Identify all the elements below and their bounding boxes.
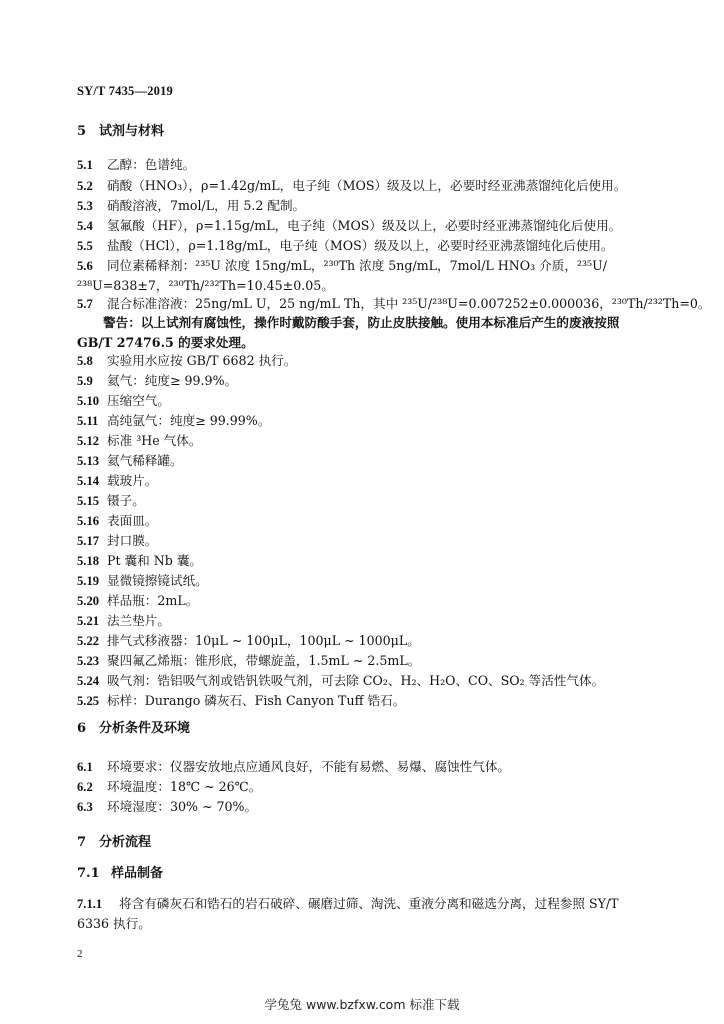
item-text: 标样：Durango 磷灰石、Fish Canyon Tuff 锆石。 xyxy=(107,693,406,708)
item-text: 氦气：纯度≥ 99.9%。 xyxy=(107,373,238,388)
standard-code: SY/T 7435—2019 xyxy=(77,84,173,98)
list-item xyxy=(77,256,652,295)
item-number: 5.4 xyxy=(77,219,93,233)
item-number: 6.3 xyxy=(77,800,93,814)
subsection-title: 样品制备 xyxy=(111,866,164,881)
list-item xyxy=(77,531,652,551)
list-item xyxy=(77,351,652,371)
item-text: 高纯氩气：纯度≥ 99.99%。 xyxy=(107,413,271,428)
item-text: 氦气稀释罐。 xyxy=(107,453,183,468)
item-number: 5.11 xyxy=(77,414,99,428)
item-text: 实验用水应按 GB/T 6682 执行。 xyxy=(107,353,297,368)
section-title: 分析条件及环境 xyxy=(99,721,191,736)
item-number: 5.2 xyxy=(77,179,93,193)
item-text: 环境要求：仪器安放地点应通风良好，不能有易燃、易爆、腐蚀性气体。 xyxy=(107,759,510,774)
item-number: 5.17 xyxy=(77,534,100,548)
item-number: 5.10 xyxy=(77,394,100,408)
list-item xyxy=(77,511,652,531)
item-number: 5.22 xyxy=(77,634,100,648)
list-item xyxy=(77,551,652,571)
item-number: 5.6 xyxy=(77,259,93,273)
item-text: 标准 ³He 气体。 xyxy=(107,433,202,448)
list-item xyxy=(77,631,652,651)
item-number: 5.21 xyxy=(77,614,100,628)
list-item xyxy=(77,894,652,933)
item-text: 显微镜擦镜试纸。 xyxy=(107,573,208,588)
section-number: 7 xyxy=(77,835,87,850)
section-6-heading xyxy=(77,717,190,736)
item-number: 6.2 xyxy=(77,780,93,794)
item-number: 5.18 xyxy=(77,554,100,568)
item-text: 表面皿。 xyxy=(107,513,158,528)
item-number: 5.13 xyxy=(77,454,100,468)
item-number: 5.3 xyxy=(77,199,93,213)
item-number: 6.1 xyxy=(77,760,93,774)
item-number: 5.24 xyxy=(77,674,100,688)
list-item xyxy=(77,236,652,256)
list-item xyxy=(77,371,652,391)
section-number: 5 xyxy=(77,124,87,139)
item-number: 5.7 xyxy=(77,297,93,311)
item-number: 5.23 xyxy=(77,654,100,668)
list-item xyxy=(77,216,652,236)
item-number: 5.14 xyxy=(77,474,100,488)
item-text: 混合标准溶液：25ng/mL U，25 ng/mL Th，其中 ²³⁵U/²³⁸U=0.007252±0.000036，²³⁰Th/²³²Th=0。 xyxy=(107,296,711,311)
item-text: 排气式移液器：10μL ~ 100μL，100μL ~ 1000μL。 xyxy=(107,633,420,648)
item-text: 载玻片。 xyxy=(107,473,158,488)
list-item xyxy=(77,176,652,196)
list-item xyxy=(77,411,652,431)
item-text: 吸气剂：锆铝吸气剂或锆钒铁吸气剂，可去除 CO₂、H₂、H₂O、CO、SO₂ 等活性气体。 xyxy=(107,673,605,688)
item-text: 盐酸（HCl），ρ=1.18g/mL，电子纯（MOS）级及以上，必要时经亚沸蒸馏纯化后使用。 xyxy=(107,238,614,253)
item-text: 将含有磷灰石和锆石的岩石破碎、碾磨过筛、淘洗、重液分离和磁选分离，过程参照 SY/T 6336 执行。 xyxy=(77,896,619,931)
list-item xyxy=(77,294,711,314)
list-item xyxy=(77,651,652,671)
item-number: 5.16 xyxy=(77,514,100,528)
item-text: 乙醇：色谱纯。 xyxy=(107,157,196,172)
warning-note: 警告：以上试剂有腐蚀性，操作时戴防酸手套，防止皮肤接触。使用本标准后产生的废液按照 GB/T 27476.5 的要求处理。 xyxy=(77,315,620,350)
section-title: 分析流程 xyxy=(99,835,152,850)
list-item xyxy=(77,196,652,216)
item-text: 氢氟酸（HF），ρ=1.15g/mL，电子纯（MOS）级及以上，必要时经亚沸蒸馏纯化后使用。 xyxy=(107,218,622,233)
list-item xyxy=(77,431,652,451)
item-text: Pt 囊和 Nb 囊。 xyxy=(107,553,203,568)
item-text: 压缩空气。 xyxy=(107,393,170,408)
subsection-number: 7.1 xyxy=(77,866,100,881)
item-number: 5.12 xyxy=(77,434,100,448)
item-text: 样品瓶：2mL。 xyxy=(107,593,199,608)
list-item xyxy=(77,451,652,471)
footer-watermark: 学兔兔 www.bzfxw.com 标准下载 xyxy=(264,997,460,1012)
item-text: 封口膜。 xyxy=(107,533,158,548)
item-text: 聚四氟乙烯瓶：锥形底，带螺旋盖，1.5mL ~ 2.5mL。 xyxy=(107,653,421,668)
item-number: 5.8 xyxy=(77,354,93,368)
item-number: 5.9 xyxy=(77,374,93,388)
list-item xyxy=(77,155,652,175)
list-item xyxy=(77,671,652,691)
list-item xyxy=(77,611,652,631)
item-number: 5.19 xyxy=(77,574,100,588)
item-text: 镊子。 xyxy=(107,493,145,508)
item-text: 环境湿度：30% ~ 70%。 xyxy=(107,799,258,814)
section-7-heading xyxy=(77,831,151,850)
item-number: 5.5 xyxy=(77,239,93,253)
subsection-heading xyxy=(77,862,163,881)
item-number: 5.20 xyxy=(77,594,100,608)
item-number: 5.15 xyxy=(77,494,100,508)
list-item xyxy=(77,571,652,591)
item-text: 法兰垫片。 xyxy=(107,613,170,628)
item-text: 硝酸（HNO₃），ρ=1.42g/mL，电子纯（MOS）级及以上，必要时经亚沸蒸馏纯化后使用。 xyxy=(107,178,627,193)
list-item xyxy=(77,591,652,611)
list-item xyxy=(77,777,652,797)
item-text: 同位素稀释剂：²³⁵U 浓度 15ng/mL，²³⁰Th 浓度 5ng/mL，7mol/L HNO₃ 介质，²³⁵U/²³⁸U=838±7，²³⁰Th/²³²Th=10.45±0.05。 xyxy=(77,258,607,293)
item-number: 7.1.1 xyxy=(77,897,103,911)
list-item xyxy=(77,391,652,411)
item-number: 5.25 xyxy=(77,694,100,708)
item-text: 硝酸溶液，7mol/L，用 5.2 配制。 xyxy=(107,198,306,213)
list-item xyxy=(77,757,652,777)
item-number: 5.1 xyxy=(77,158,93,172)
list-item xyxy=(77,691,652,711)
list-item xyxy=(77,491,652,511)
section-5-heading xyxy=(77,120,164,139)
section-title: 试剂与材料 xyxy=(99,124,165,139)
item-text: 环境温度：18℃ ~ 26℃。 xyxy=(107,779,262,794)
list-item xyxy=(77,797,652,817)
list-item xyxy=(77,471,652,491)
section-number: 6 xyxy=(77,721,87,736)
page-number: 2 xyxy=(77,948,83,960)
